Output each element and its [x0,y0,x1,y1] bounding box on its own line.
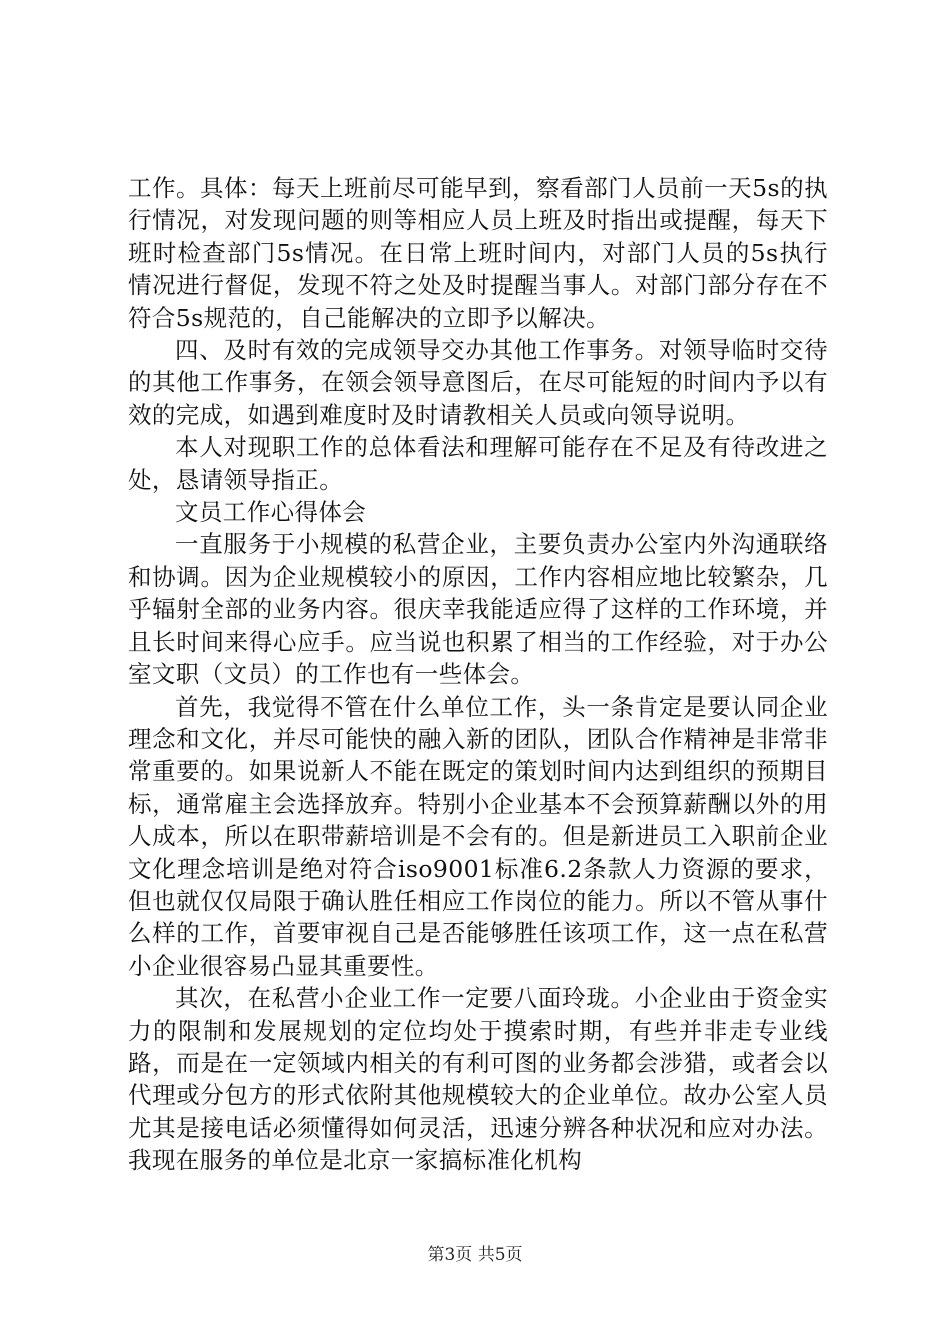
document-body [128,172,828,1177]
paragraph-conclusion: 本人对现职工作的总体看法和理解可能存在不足及有待改进之处，恳请领导指正。 [128,433,828,494]
page-footer: 第3页 共5页 [427,1245,523,1265]
paragraph-continuation: 工作。具体：每天上班前尽可能早到，察看部门人员前一天5s的执行情况，对发现问题的则等相应人员上班及时指出或提醒，每天下班时检查部门5s情况。在日常上班时间内，对部门人员的5s执行情况进行督促，发现不符之处及时提醒当事人。对部门部分存在不符合5s规范的，自己能解决的立即予以解决。 [128,174,828,332]
paragraph-item-four: 四、及时有效的完成领导交办其他工作事务。对领导临时交待的其他工作事务，在领会领导意图后，在尽可能短的时间内予以有效的完成，如遇到难度时及时请教相关人员或向领导说明。 [128,336,828,429]
paragraph-first: 首先，我觉得不管在什么单位工作，头一条肯定是要认同企业理念和文化，并尽可能快的融入新的团队，团队合作精神是非常非常重要的。如果说新人不能在既定的策划时间内达到组织的预期目标，通常雇主会选择放弃。特别小企业基本不会预算薪酬以外的用人成本，所以在职带薪培训是不会有的。但是新进员工入职前企业文化理念培训是绝对符合iso9001标准6.2条款人力资源的要求，但也就仅仅局限于确认胜任相应工作岗位的能力。所以不管从事什么样的工作，首要审视自己是否能够胜任该项工作，这一点在私营小企业很容易凸显其重要性。 [128,692,828,980]
section-title: 文员工作心得体会 [175,498,367,527]
paragraph-second: 其次，在私营小企业工作一定要八面玲珑。小企业由于资金实力的限制和发展规划的定位均处于摸索时期，有些并非走专业线路，而是在一定领域内相关的有利可图的业务都会涉猎，或者会以代理或分包方的形式依附其他规模较大的企业单位。故办公室人员尤其是接电话必须懂得如何灵活，迅速分辨各种状况和应对办法。我现在服务的单位是北京一家搞标准化机构 [128,984,828,1175]
paragraph-intro: 一直服务于小规模的私营企业，主要负责办公室内外沟通联络和协调。因为企业规模较小的原因，工作内容相应地比较繁杂，几乎辐射全部的业务内容。很庆幸我能适应得了这样的工作环境，并且长时间来得心应手。应当说也积累了相当的工作经验，对于办公室文职（文员）的工作也有一些体会。 [128,530,828,689]
